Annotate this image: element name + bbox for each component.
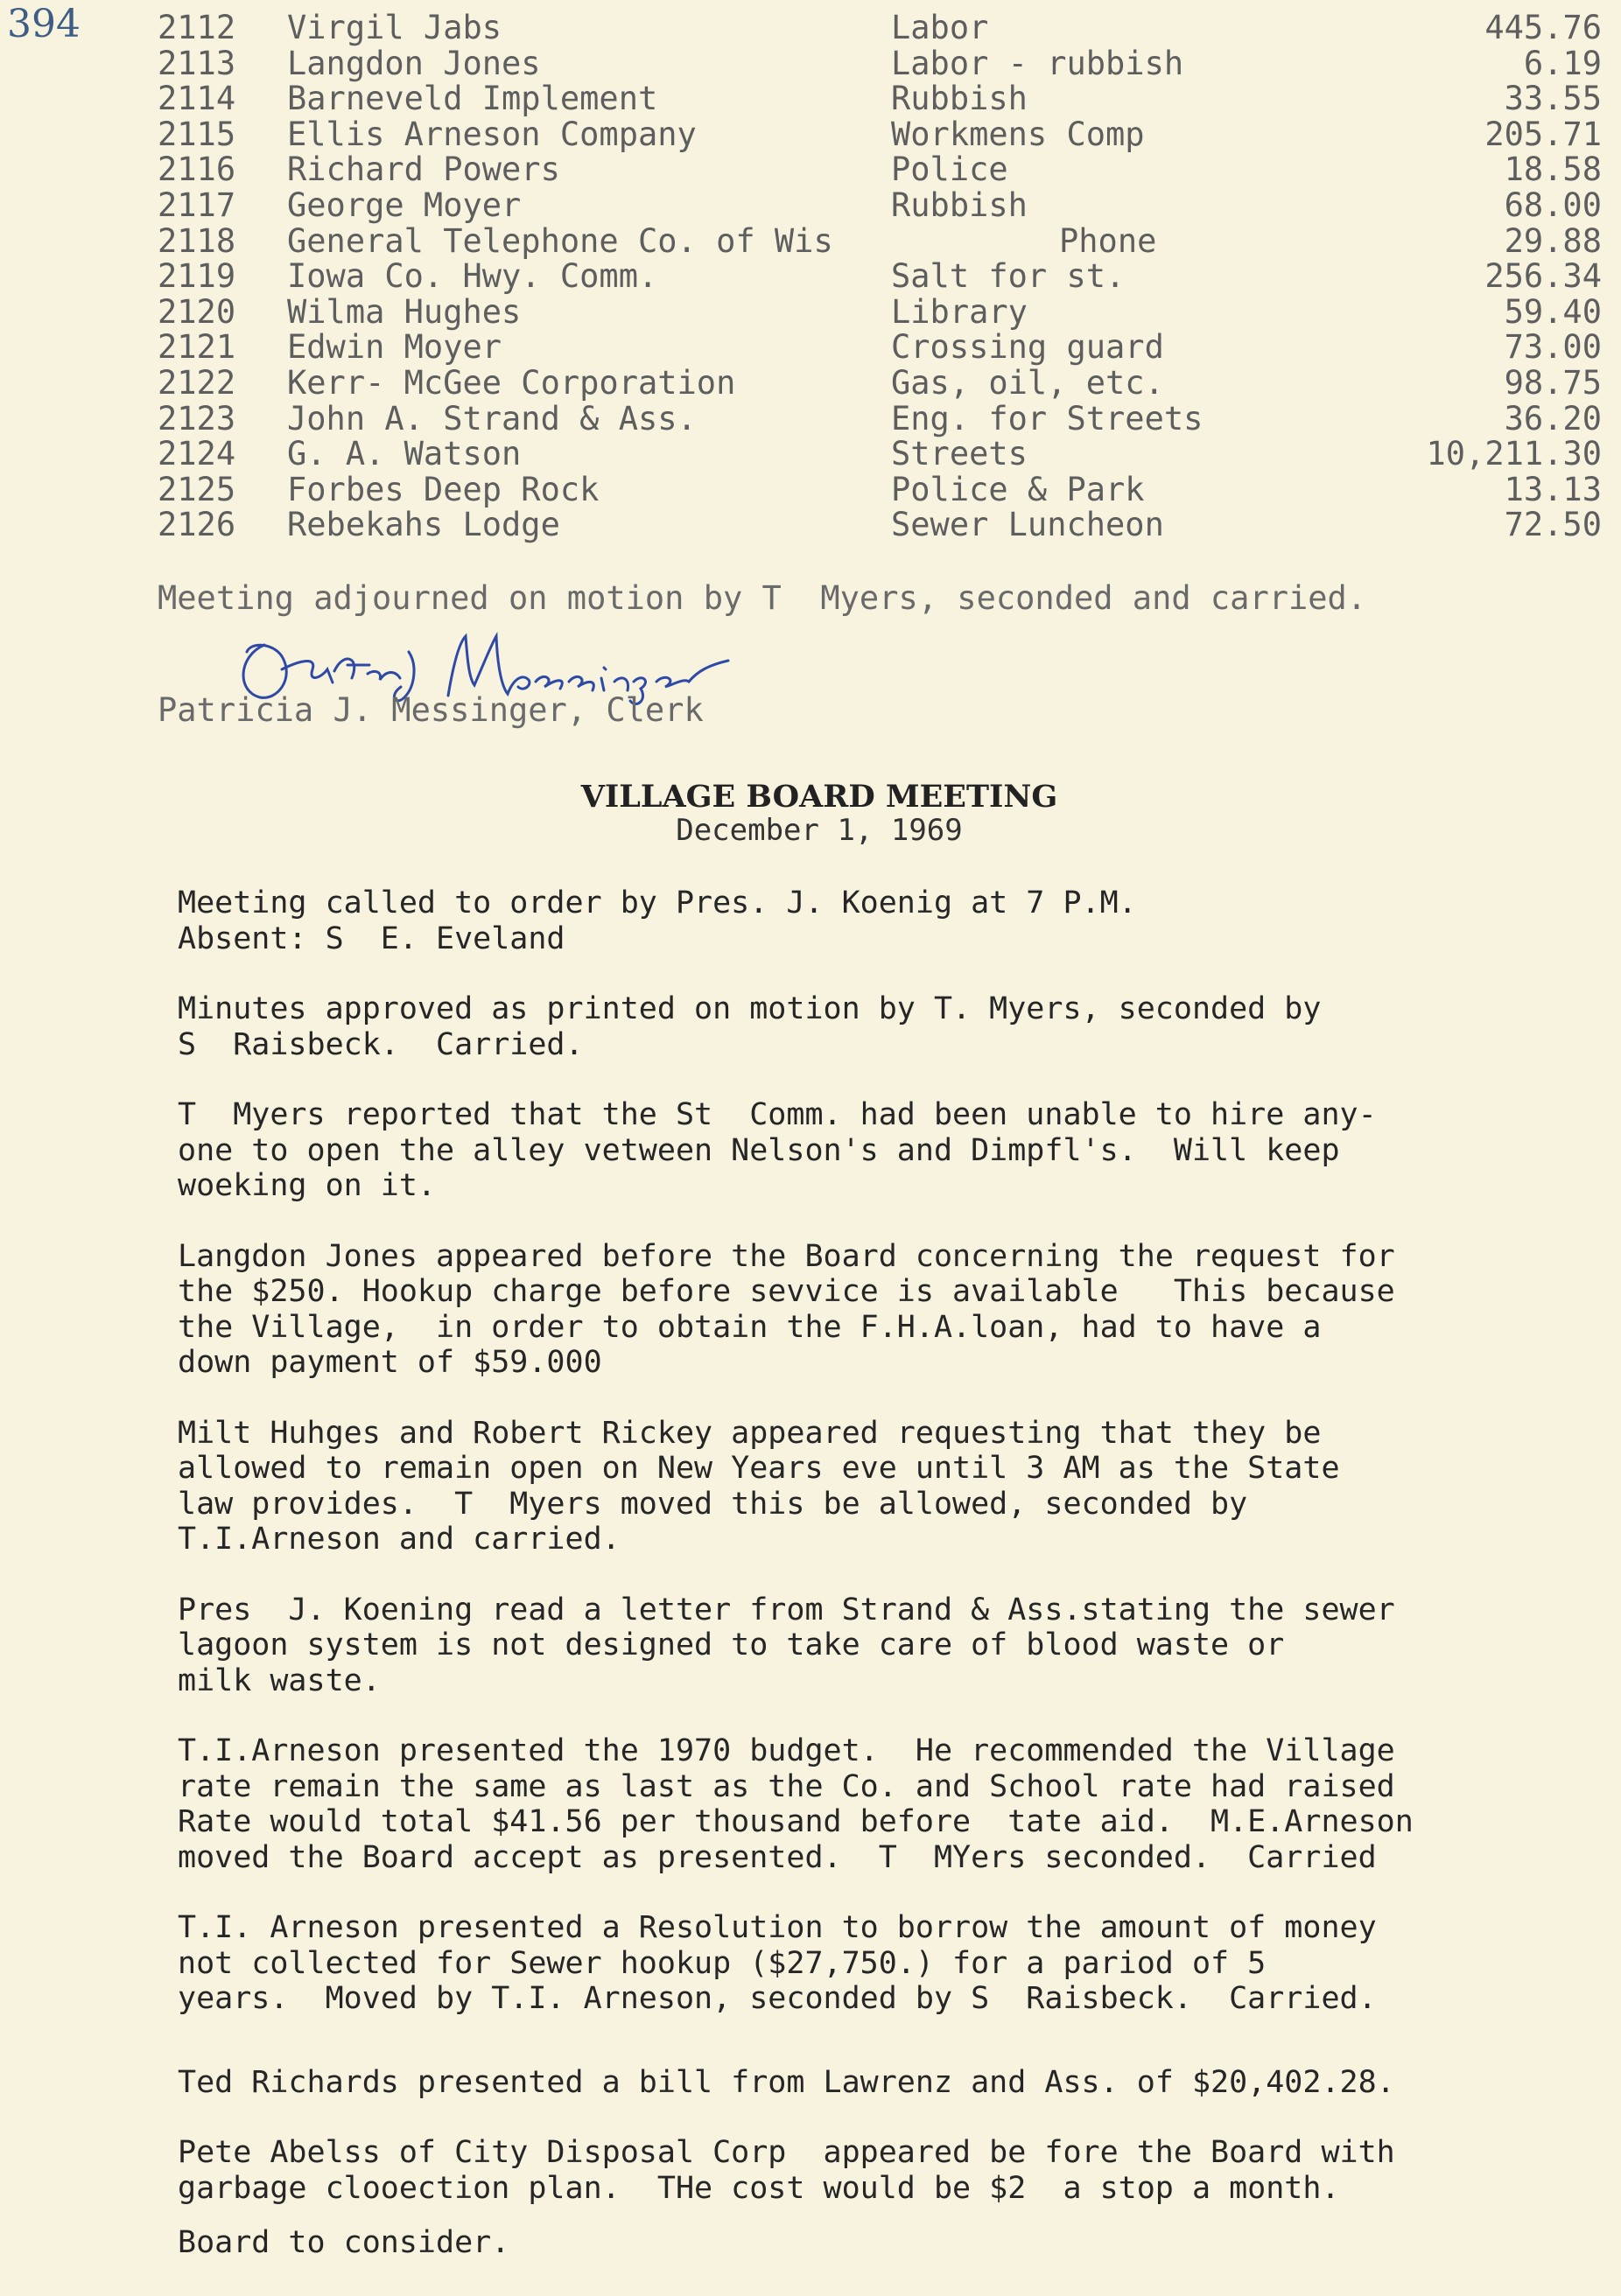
bill-number: 2123 — [158, 399, 236, 438]
bill-payee: G. A. Watson — [287, 435, 522, 473]
bill-amount: 10,211.30 — [1426, 435, 1602, 473]
minutes-line: Pres J. Koening read a letter from Strand & Ass.stating the sewer — [178, 1592, 1395, 1628]
bill-row — [158, 46, 1602, 82]
bill-number: 2113 — [158, 44, 236, 82]
bill-amount: 13.13 — [1504, 470, 1602, 508]
minutes-paragraph — [178, 2225, 1613, 2261]
bill-amount: 33.55 — [1504, 80, 1602, 118]
bill-payee: John A. Strand & Ass. — [287, 399, 697, 438]
minutes-line: not collected for Sewer hookup ($27,750.) for a pariod of 5 — [178, 1945, 1267, 1981]
minutes-line: rate remain the same as last as the Co. and School rate had raised — [178, 1768, 1395, 1804]
bill-payee: Iowa Co. Hwy. Comm. — [287, 257, 658, 296]
bill-purpose: Workmens Comp — [891, 115, 1145, 153]
bill-purpose: Police — [891, 150, 1008, 189]
bill-row — [158, 10, 1602, 46]
minutes-line: law provides. T Myers moved this be allowed, seconded by — [178, 1486, 1248, 1522]
minutes-line: moved the Board accept as presented. T MYers seconded. Carried — [178, 1839, 1377, 1875]
bill-amount: 98.75 — [1504, 363, 1602, 402]
bill-purpose: Eng. for Streets — [891, 399, 1203, 438]
bill-purpose: Streets — [891, 435, 1028, 473]
bills-list — [158, 10, 1602, 543]
bill-number: 2115 — [158, 115, 236, 153]
minutes-line: Milt Huhges and Robert Rickey appeared requesting that they be — [178, 1415, 1322, 1451]
bill-purpose: Labor - rubbish — [891, 44, 1184, 82]
bill-purpose: Crossing guard — [891, 328, 1164, 367]
bill-purpose: Labor — [891, 9, 989, 46]
minutes-line: Langdon Jones appeared before the Board concerning the request for — [178, 1238, 1395, 1274]
bill-row — [158, 330, 1602, 366]
bill-purpose: Phone — [1059, 221, 1157, 260]
bill-payee: Wilma Hughes — [287, 292, 522, 331]
bill-payee: Kerr- McGee Corporation — [287, 363, 736, 402]
minutes-paragraph — [178, 1592, 1613, 1699]
minutes-line: Absent: S E. Eveland — [178, 920, 565, 956]
bill-row — [158, 472, 1602, 508]
bill-purpose: Salt for st. — [891, 257, 1126, 296]
minutes-line: T.I.Arneson and carried. — [178, 1522, 621, 1557]
minutes-line: Ted Richards presented a bill from Lawrenz and Ass. of $20,402.28. — [178, 2064, 1395, 2100]
bill-payee: Virgil Jabs — [287, 9, 502, 46]
bill-payee: Forbes Deep Rock — [287, 470, 600, 508]
minutes-line: garbage clooection plan. THe cost would be $2 a stop a month. — [178, 2170, 1340, 2206]
minutes-line: S Raisbeck. Carried. — [178, 1026, 584, 1062]
bill-payee: Rebekahs Lodge — [287, 506, 560, 544]
bill-row — [158, 259, 1602, 295]
bill-number: 2119 — [158, 257, 236, 296]
bill-number: 2124 — [158, 435, 236, 473]
bill-payee: George Moyer — [287, 186, 522, 224]
minutes-line: the Village, in order to obtain the F.H.A.loan, had to have a — [178, 1309, 1322, 1345]
bill-purpose: Police & Park — [891, 470, 1145, 508]
page-number: 394 — [7, 2, 81, 46]
bill-amount: 18.58 — [1504, 150, 1602, 189]
minutes-line: Minutes approved as printed on motion by T. Myers, seconded by — [178, 991, 1322, 1026]
bill-payee: Langdon Jones — [287, 44, 541, 82]
bill-amount: 256.34 — [1484, 257, 1602, 296]
bill-number: 2125 — [158, 470, 236, 508]
bill-purpose: Rubbish — [891, 80, 1028, 118]
minutes-line: lagoon system is not designed to take care of blood waste or — [178, 1628, 1285, 1662]
clerk-signature-line: Patricia J. Messinger, Clerk — [158, 691, 704, 729]
bill-number: 2122 — [158, 363, 236, 402]
minutes-line: woeking on it. — [178, 1168, 437, 1203]
bill-row — [158, 188, 1602, 224]
bill-purpose: Gas, oil, etc. — [891, 363, 1164, 402]
bill-amount: 205.71 — [1484, 115, 1602, 153]
bill-amount: 29.88 — [1504, 221, 1602, 260]
bill-row — [158, 81, 1602, 117]
minutes-line: Rate would total $41.56 per thousand before tate aid. M.E.Arneson — [178, 1804, 1414, 1839]
adjournment-line: Meeting adjourned on motion by T Myers, seconded and carried. — [158, 579, 1367, 617]
bill-amount: 6.19 — [1523, 44, 1602, 82]
minutes-line: one to open the alley vetween Nelson's and Dimpfl's. Will keep — [178, 1132, 1340, 1168]
bill-amount: 72.50 — [1504, 506, 1602, 544]
bill-purpose: Sewer Luncheon — [891, 506, 1164, 544]
bill-number: 2112 — [158, 9, 236, 46]
bill-amount: 36.20 — [1504, 399, 1602, 438]
bill-payee: Ellis Arneson Company — [287, 115, 697, 153]
bill-number: 2117 — [158, 186, 236, 224]
meeting-date: December 1, 1969 — [676, 813, 963, 848]
minutes-paragraph — [178, 1416, 1613, 1558]
bill-row — [158, 221, 1602, 260]
minutes-line: down payment of $59.000 — [178, 1345, 602, 1380]
minutes-line: milk waste. — [178, 1662, 381, 1698]
bill-number: 2121 — [158, 328, 236, 367]
minutes-paragraph — [178, 1910, 1613, 2017]
minutes-line: Meeting called to order by Pres. J. Koenig at 7 P.M. — [178, 886, 1137, 920]
bill-number: 2126 — [158, 506, 236, 544]
bill-row — [158, 363, 1602, 402]
minutes-line: T.I. Arneson presented a Resolution to borrow the amount of money — [178, 1910, 1377, 1945]
meeting-title: VILLAGE BOARD MEETING — [580, 779, 1058, 815]
minutes-paragraph — [178, 1097, 1613, 1204]
minutes-line: T Myers reported that the St Comm. had been unable to hire any- — [178, 1097, 1377, 1132]
bill-row — [158, 399, 1602, 438]
minutes-paragraph — [178, 1239, 1613, 1381]
bill-amount: 73.00 — [1504, 328, 1602, 367]
bill-row — [158, 292, 1602, 331]
minutes-line: Board to consider. — [178, 2225, 510, 2260]
minutes-line: allowed to remain open on New Years eve until 3 AM as the State — [178, 1451, 1340, 1486]
minutes-paragraph — [178, 2135, 1613, 2206]
bill-row — [158, 152, 1602, 188]
bill-payee: Edwin Moyer — [287, 328, 502, 367]
bill-amount: 68.00 — [1504, 186, 1602, 224]
bill-row — [158, 437, 1602, 472]
meeting-minutes — [178, 886, 1613, 2296]
bill-amount: 445.76 — [1484, 9, 1602, 46]
bill-number: 2116 — [158, 150, 236, 189]
minutes-paragraph — [178, 991, 1613, 1062]
bill-purpose: Library — [891, 292, 1028, 331]
bill-number: 2118 — [158, 221, 236, 260]
minutes-line: the $250. Hookup charge before sevvice is available This because — [178, 1274, 1395, 1309]
bill-number: 2120 — [158, 292, 236, 331]
minutes-paragraph — [178, 886, 1613, 956]
minutes-line: years. Moved by T.I. Arneson, seconded by S Raisbeck. Carried. — [178, 1981, 1377, 2016]
bill-payee: Richard Powers — [287, 150, 560, 189]
bill-payee: General Telephone Co. of Wis — [287, 221, 833, 260]
bill-payee: Barneveld Implement — [287, 80, 658, 118]
bill-purpose: Rubbish — [891, 186, 1028, 224]
bill-amount: 59.40 — [1504, 292, 1602, 331]
minutes-line: T.I.Arneson presented the 1970 budget. He recommended the Village — [178, 1733, 1395, 1768]
bill-row — [158, 117, 1602, 153]
minutes-paragraph — [178, 2065, 1613, 2101]
bill-row — [158, 508, 1602, 543]
minutes-line: Pete Abelss of City Disposal Corp appeared be fore the Board with — [178, 2135, 1395, 2170]
minutes-paragraph — [178, 1733, 1613, 1875]
bill-number: 2114 — [158, 80, 236, 118]
